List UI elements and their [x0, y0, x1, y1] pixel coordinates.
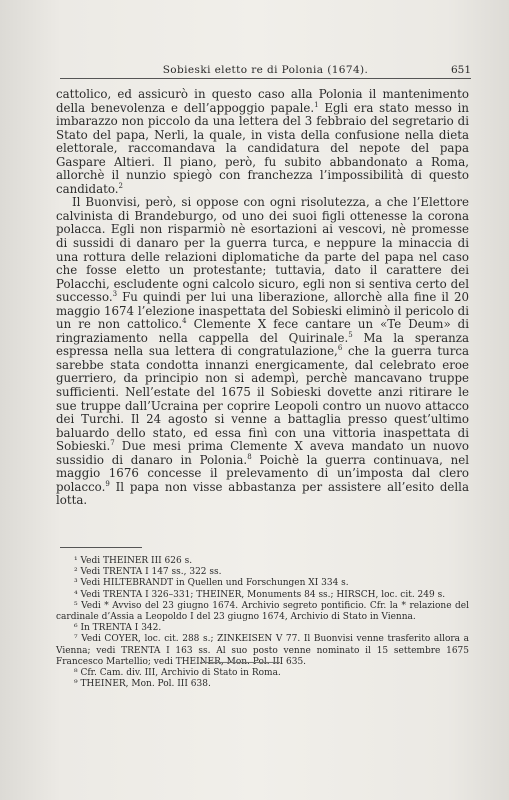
footnote: ⁶ In TRENTA I 342. [74, 623, 162, 634]
footnote-marker: 5 [348, 330, 353, 339]
text-run: Egli era stato messo in imbarazzo non piccolo da una lettera del 3 febbraio del segretario di Stato del papa, Nerli, la quale, in vista della confusione nella dieta elettorale, raccomandava la candidatura del nepote del papa Gaspare Altieri. Il piano, però, fu subito abbandonato a Roma, allorchè il nunzio spiegò con franchezza l’impossibilità di questo candidato. [56, 100, 469, 196]
footnotes [56, 556, 469, 690]
text-run: Il papa non visse abbastanza per assistere all’esito della lotta. [56, 479, 469, 508]
footnote: ⁹ THEINER, Mon. Pol. III 638. [74, 679, 211, 690]
footnote-separator [60, 547, 142, 548]
running-title: Sobieski eletto re di Polonia (1674). [162, 64, 369, 76]
text-run: Due mesi prima Clemente X aveva mandato un nuovo sussidio di danaro in Polonia. [56, 439, 469, 467]
footnote: ¹ Vedi THEINER III 626 s. [74, 556, 193, 566]
footnote-marker: 6 [337, 344, 343, 353]
text-run: Il Buonvisi, però, si oppose con ogni risolutezza, a che l’Elettore calvinista di Brandeburgo, od uno dei suoi figli ottenesse la corona polacca. Egli non risparmiò nè esortazioni ai vescovi, nè promesse di sussidi di danaro per la guerra turca, e neppure la minaccia di una rottura delle relazioni diplomatiche da parte del papa nel caso che fosse eletto un protestante; tuttavia, dato il carattere dei Polacchi, escludente ogni calcolo sicuro, egli non si sentiva certo del successo. [56, 195, 469, 305]
footnote-marker: 9 [105, 479, 110, 488]
footnote: ³ Vedi HILTEBRANDT in Quellen und Forschungen XI 334 s. [74, 578, 349, 589]
text-run: Fu quindi per lui una liberazione, allorchè alla fine il 20 maggio 1674 l’elezione inaspettata del Sobieski eliminò il pericolo di un re non cattolico. [56, 290, 469, 332]
page-number: 651 [450, 64, 471, 76]
footnote: ⁵ Vedi * Avviso del 23 giugno 1674. Archivio segreto pontificio. Cfr. la * relazione del cardinale d’Assia a Leopoldo I del 23 giugno 1674, Archivio di Stato in Vienna. [56, 600, 469, 623]
paragraph [56, 196, 469, 508]
footnote: ² Vedi TRENTA I 147 ss., 322 ss. [74, 567, 222, 578]
footnote-marker: 4 [182, 317, 187, 326]
footnote: ⁸ Cfr. Cam. div. III, Archivio di Stato in Roma. [74, 668, 281, 679]
footnote: ⁴ Vedi TRENTA I 326–331; THEINER, Monuments 84 ss.; HIRSCH, loc. cit. 249 s. [74, 589, 446, 600]
footnote: ⁷ Vedi COYER, loc. cit. 288 s.; ZINKEISEN V 77. Il Buonvisi venne trasferito allora a Vienna; vedi TRENTA I 163 ss. Al suo posto venne nominato il 15 settembre 1675 Francesco Martellio; vedi THEINER, Mon. Pol. III 635. [56, 634, 469, 667]
running-header [60, 58, 471, 79]
text-run: che la guerra turca sarebbe stata condotta innanzi energicamente, dal celebrato eroe guerriero, da principio non si adempì, perchè mancavano truppe sufficienti. Nell’estate del 1675 il Sobieski dovette anzi ritirare le sue truppe dall’Ucraina per coprire Leopoli contro un nuovo attacco dei Turchi. Il 24 agosto si venne a battaglia presso quest’ultimo baluardo dello stato, ed essa finì con una vittoria inaspettata di Sobieski. [56, 344, 469, 454]
footnote-marker: 7 [110, 439, 115, 448]
footnote-marker: 2 [118, 181, 124, 190]
footnote-marker: 1 [314, 100, 319, 109]
footnote-marker: 8 [247, 452, 252, 461]
text-run: Clemente X fece cantare un «Te Deum» di ringraziamento nella cappella del Quirinale. [56, 317, 469, 345]
paragraph [56, 88, 469, 196]
text-run: Poichè la guerra continuava, nel maggio 1676 concesse il prelevamento di un’imposta dal clero polacco. [56, 452, 469, 494]
text-run: Ma la speranza espressa nella sua lettera di congratulazione, [56, 330, 469, 359]
end-rule [200, 662, 280, 663]
text-run: cattolico, ed assicurò in questo caso alla Polonia il mantenimento della benevolenza e dell’appoggio papale. [56, 87, 469, 115]
main-text [56, 88, 469, 508]
footnote-marker: 3 [112, 290, 118, 299]
